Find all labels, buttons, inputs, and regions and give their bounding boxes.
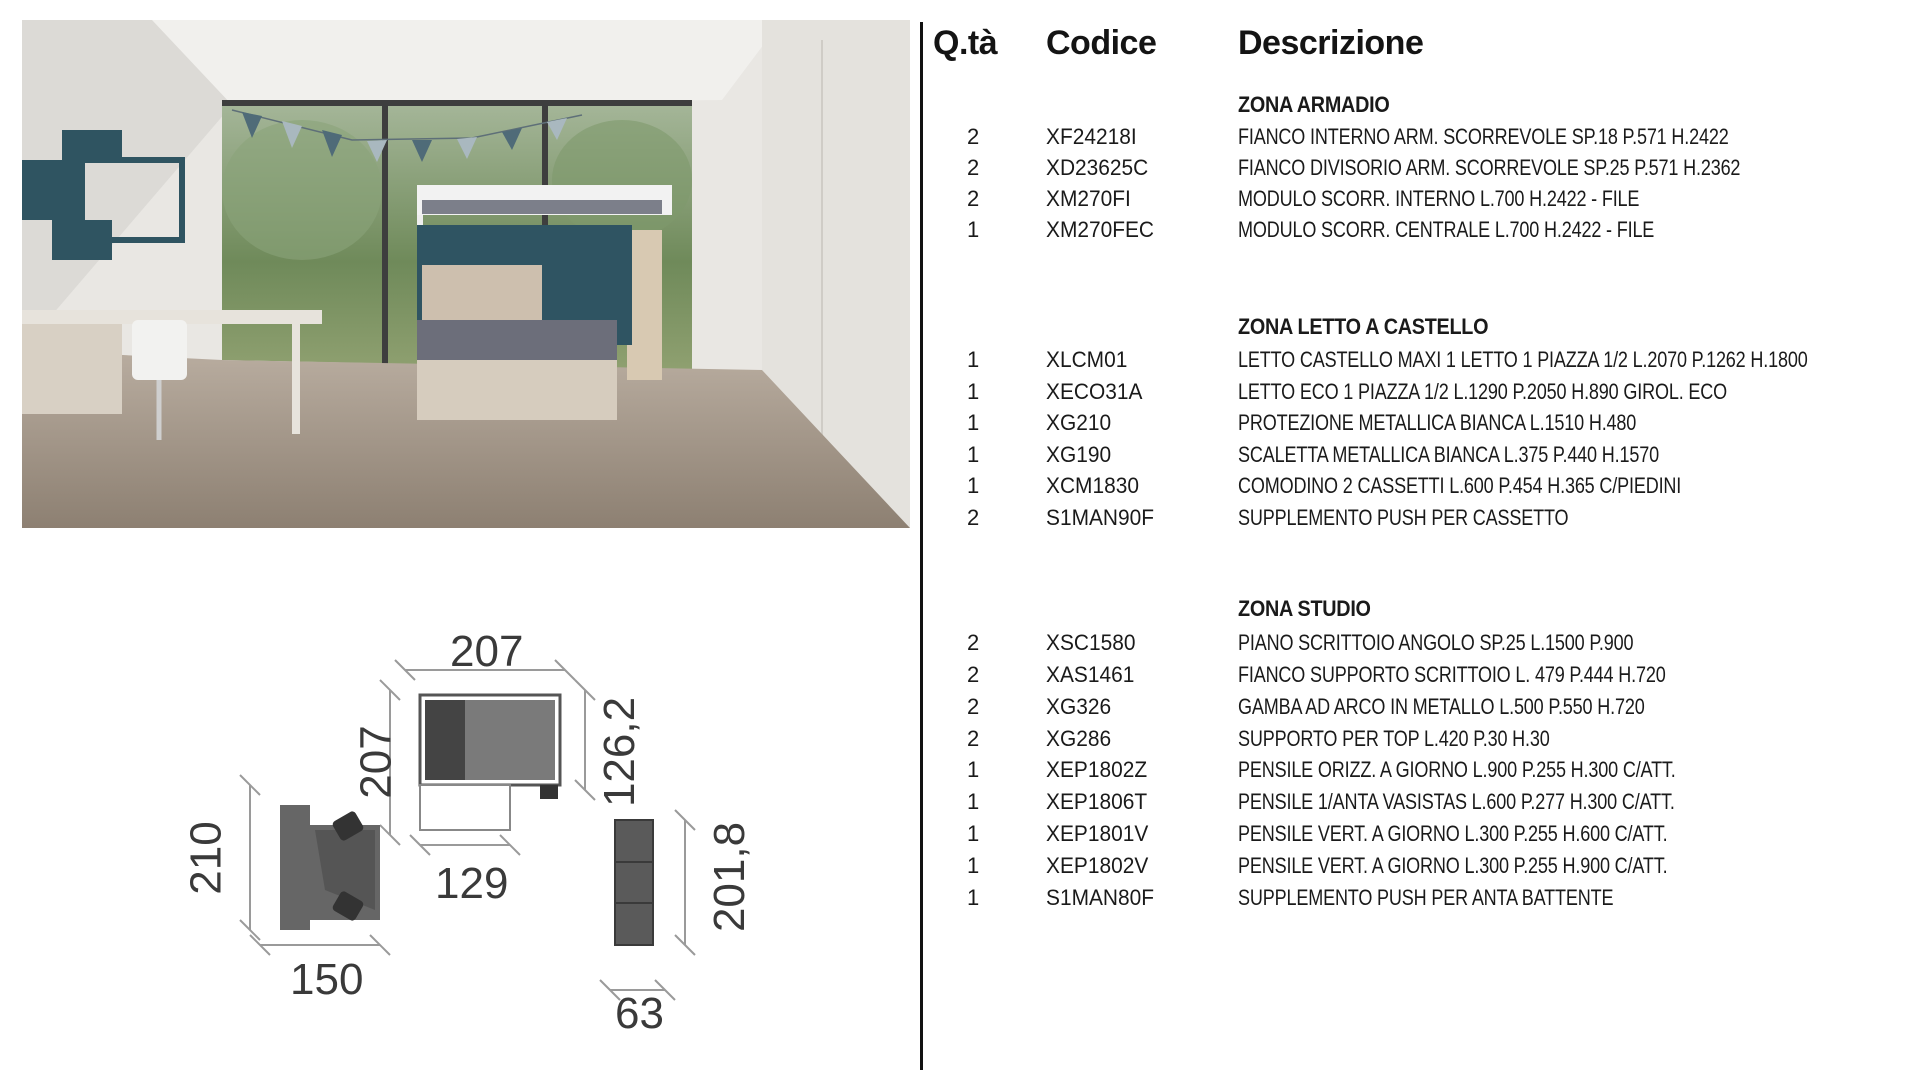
dim-desk-width: 150 [290,955,364,1004]
row-code: S1MAN90F [1046,505,1155,530]
bedroom-illustration [22,20,910,528]
dim-bed-length: 207 [351,725,401,799]
table-row [933,819,1903,849]
row-description: SCALETTA METALLICA BIANCA L.375 P.440 H.1570 [1238,442,1659,467]
row-qty: 2 [967,694,980,719]
row-code: XAS1461 [1046,662,1135,687]
row-code: XLCM01 [1046,347,1128,372]
room-photo [22,20,910,528]
row-qty: 1 [967,410,980,435]
row-qty: 1 [967,885,980,910]
row-description: SUPPLEMENTO PUSH PER ANTA BATTENTE [1238,885,1614,910]
row-code: XG190 [1046,442,1112,467]
table-row [933,471,1903,501]
row-description: MODULO SCORR. CENTRALE L.700 H.2422 - FILE [1238,217,1655,242]
row-description: COMODINO 2 CASSETTI L.600 P.454 H.365 C/PIEDINI [1238,473,1682,498]
row-code: XG326 [1046,694,1112,719]
table-row [933,692,1903,722]
row-code: XEP1802Z [1046,757,1148,782]
row-code: S1MAN80F [1046,885,1155,910]
dim-bed-bottom: 129 [435,859,509,908]
table-row [933,440,1903,470]
table-row [933,628,1903,658]
row-qty: 2 [967,155,980,180]
row-description: PENSILE VERT. A GIORNO L.300 P.255 H.600 C/ATT. [1238,821,1668,846]
row-qty: 1 [967,217,980,242]
row-qty: 1 [967,789,980,814]
table-row [933,724,1903,754]
table-row [933,883,1903,913]
row-code: XD23625C [1046,155,1149,180]
row-qty: 1 [967,379,980,404]
row-description: FIANCO SUPPORTO SCRITTOIO L. 479 P.444 H.720 [1238,662,1666,687]
row-qty: 2 [967,662,980,687]
row-description: PENSILE VERT. A GIORNO L.300 P.255 H.900 C/ATT. [1238,853,1668,878]
table-row [933,215,1903,245]
row-description: PENSILE ORIZZ. A GIORNO L.900 P.255 H.300 C/ATT. [1238,757,1676,782]
row-description: LETTO ECO 1 PIAZZA 1/2 L.1290 P.2050 H.890 GIROL. ECO [1238,379,1728,404]
dim-wardrobe-depth: 63 [615,989,664,1038]
row-code: XEP1802V [1046,853,1149,878]
table-row [933,787,1903,817]
row-code: XM270FEC [1046,217,1155,242]
row-qty: 2 [967,726,980,751]
row-qty: 1 [967,853,980,878]
row-description: MODULO SCORR. INTERNO L.700 H.2422 - FILE [1238,186,1640,211]
zone-title: ZONA ARMADIO [1238,92,1390,117]
dim-desk-height: 210 [181,821,231,895]
row-qty: 2 [967,505,980,530]
table-row [933,851,1903,881]
row-description: FIANCO INTERNO ARM. SCORREVOLE SP.18 P.571 H.2422 [1238,124,1729,149]
table-row [933,755,1903,785]
row-description: FIANCO DIVISORIO ARM. SCORREVOLE SP.25 P.571 H.2362 [1238,155,1741,180]
row-code: XG286 [1046,726,1112,751]
row-qty: 2 [967,630,980,655]
row-description: PROTEZIONE METALLICA BIANCA L.1510 H.480 [1238,410,1637,435]
zone-title: ZONA STUDIO [1238,596,1371,621]
row-qty: 1 [967,473,980,498]
table-row [933,408,1903,438]
row-qty: 1 [967,442,980,467]
header-qty: Q.tà [933,24,998,62]
row-qty: 2 [967,186,980,211]
wardrobe-shape [615,820,653,945]
row-code: XM270FI [1046,186,1131,211]
table-row [933,377,1903,407]
row-code: XEP1801V [1046,821,1149,846]
table-row [933,660,1903,690]
table-row [933,503,1903,533]
row-description: SUPPORTO PER TOP L.420 P.30 H.30 [1238,726,1550,751]
row-description: PIANO SCRITTOIO ANGOLO SP.25 L.1500 P.900 [1238,630,1634,655]
row-code: XSC1580 [1046,630,1136,655]
row-qty: 2 [967,124,980,149]
row-description: PENSILE 1/ANTA VASISTAS L.600 P.277 H.300 C/ATT. [1238,789,1675,814]
header-description: Descrizione [1238,24,1424,62]
row-qty: 1 [967,347,980,372]
column-divider [920,22,923,1070]
table-row [933,345,1903,375]
zone-title: ZONA LETTO A CASTELLO [1238,314,1489,339]
header-code: Codice [1046,24,1157,62]
row-description: SUPPLEMENTO PUSH PER CASSETTO [1238,505,1569,530]
dim-wardrobe-length: 201,8 [705,821,755,933]
row-description: GAMBA AD ARCO IN METALLO L.500 P.550 H.720 [1238,694,1645,719]
row-code: XEP1806T [1046,789,1148,814]
row-qty: 1 [967,757,980,782]
row-code: XG210 [1046,410,1112,435]
row-qty: 1 [967,821,980,846]
bed-pattern [425,700,465,780]
row-code: XF24218I [1046,124,1137,149]
row-code: XCM1830 [1046,473,1139,498]
row-code: XECO31A [1046,379,1143,404]
dim-bed-depth: 126,2 [595,696,645,808]
dim-bed-width: 207 [450,627,524,676]
row-description: LETTO CASTELLO MAXI 1 LETTO 1 PIAZZA 1/2 L.2070 P.1262 H.1800 [1238,347,1808,372]
table-row [933,153,1903,183]
floor-plan [150,600,800,1040]
table-row [933,122,1903,152]
table-row [933,184,1903,214]
